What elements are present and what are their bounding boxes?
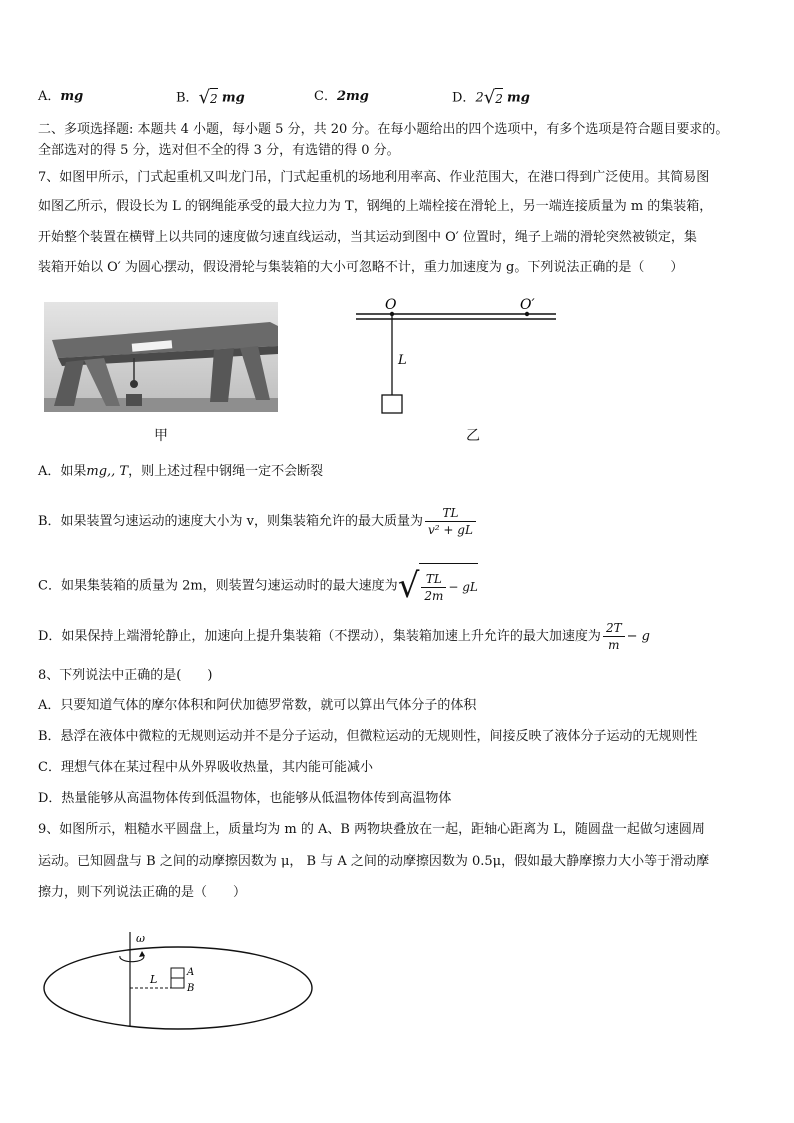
gantry-crane-drawing [44, 302, 278, 412]
fraction: $\frac{TL}{\text{v² + gL}}$ [425, 505, 476, 538]
q7-stem-line1: 7、如图甲所示，门式起重机又叫龙门吊，门式起重机的场地利用率高、作业范围大，在港口得到广泛使用。其简易图 [38, 170, 710, 185]
radius-label: L [150, 973, 158, 986]
q6-option-a[interactable]: A．mg [38, 89, 84, 104]
q7-option-d[interactable]: D．如果保持上端滑轮静止，加速向上提升集装箱（不摆动），集装箱加速上升允许的最大加速度为 $\frac{2T}{m}$ − g [38, 621, 650, 652]
q8-option-c[interactable]: C．理想气体在某过程中从外界吸收热量，其内能可能减小 [38, 760, 373, 775]
q6-option-b[interactable]: B．√2 mg [176, 87, 245, 108]
q8-option-d[interactable]: D．热量能够从高温物体传到低温物体，也能够从低温物体传到高温物体 [38, 791, 452, 806]
gantry-crane-photo [44, 302, 278, 412]
figure-yi-caption: 乙 [466, 428, 480, 444]
q8-option-a[interactable]: A．只要知道气体的摩尔体积和阿伏加德罗常数，就可以算出气体分子的体积 [38, 698, 477, 713]
label-o-prime: O′ [520, 297, 535, 313]
q7-option-c[interactable]: C．如果集装箱的质量为 2m，则装置匀速运动时的最大速度为√ $\frac{TL}{2m}$ − gL [38, 563, 478, 607]
label-b: B [187, 983, 195, 994]
q9-stem-line1: 9、如图所示，粗糙水平圆盘上，质量均为 m 的 A、B 两物块叠放在一起，距轴心距离为 L，随圆盘一起做匀速圆周 [38, 822, 705, 837]
rotating-disk-figure [38, 926, 338, 1036]
section2-line1: 二、多项选择题: 本题共 4 小题，每小题 5 分，共 20 分。在每小题给出的四个选项中，有多个选项是符合题目要求的。 [38, 122, 729, 137]
pendulum-schematic [350, 292, 565, 422]
q9-stem-line3: 擦力，则下列说法正确的是（ ） [38, 885, 247, 900]
q7-option-b[interactable]: B．如果装置匀速运动的速度大小为 v，则集装箱允许的最大质量为 $\frac{TL}{\text{v² + gL}}$ [38, 502, 478, 542]
block-a [171, 968, 184, 978]
figure-jia-caption: 甲 [154, 428, 168, 444]
fraction: $\frac{2T}{m}$ [603, 620, 625, 653]
block-b [171, 978, 184, 988]
q7-option-a[interactable]: A．如果mg,, T，则上述过程中钢绳一定不会断裂 [38, 464, 324, 479]
rotation-arrowhead-icon [139, 951, 145, 957]
q6-option-d[interactable]: D．2√2 mg [452, 87, 530, 108]
omega-label: ω [136, 932, 145, 945]
q7-stem-line2: 如图乙所示，假设长为 L 的钢绳能承受的最大拉力为 T，钢绳的上端栓接在滑轮上，另一端连接质量为 m 的集装箱， [38, 199, 713, 214]
q8-stem: 8、下列说法中正确的是( ) [38, 668, 213, 683]
q6-option-c[interactable]: C．2mg [314, 89, 369, 104]
label-a: A [187, 967, 195, 978]
sqrt-symbol: √2 [483, 87, 503, 108]
container-box [382, 395, 402, 413]
label-l: L [398, 353, 407, 368]
q8-option-b[interactable]: B．悬浮在液体中微粒的无规则运动并不是分子运动，但微粒运动的无规则性，间接反映了液体分子运动的无规则性 [38, 729, 698, 744]
sqrt-symbol: √ $\frac{TL}{2m}$ − gL [398, 563, 478, 609]
section2-line2: 全部选对的得 5 分，选对但不全的得 3 分，有选错的得 0 分。 [38, 143, 400, 158]
q7-stem-line3: 开始整个装置在横臂上以共同的速度做匀速直线运动，当其运动到图中 O′ 位置时，绳子上端的滑轮突然被锁定，集 [38, 230, 697, 245]
label-o: O [385, 297, 397, 313]
q7-stem-line4: 装箱开始以 O′ 为圆心摆动，假设滑轮与集装箱的大小可忽略不计，重力加速度为 g。下列说法正确的是（ ） [38, 260, 684, 275]
q9-stem-line2: 运动。已知圆盘与 B 之间的动摩擦因数为 μ， B 与 A 之间的动摩擦因数为 0.5μ，假如最大静摩擦力大小等于滑动摩 [38, 854, 710, 869]
sqrt-symbol: √2 [198, 87, 218, 108]
